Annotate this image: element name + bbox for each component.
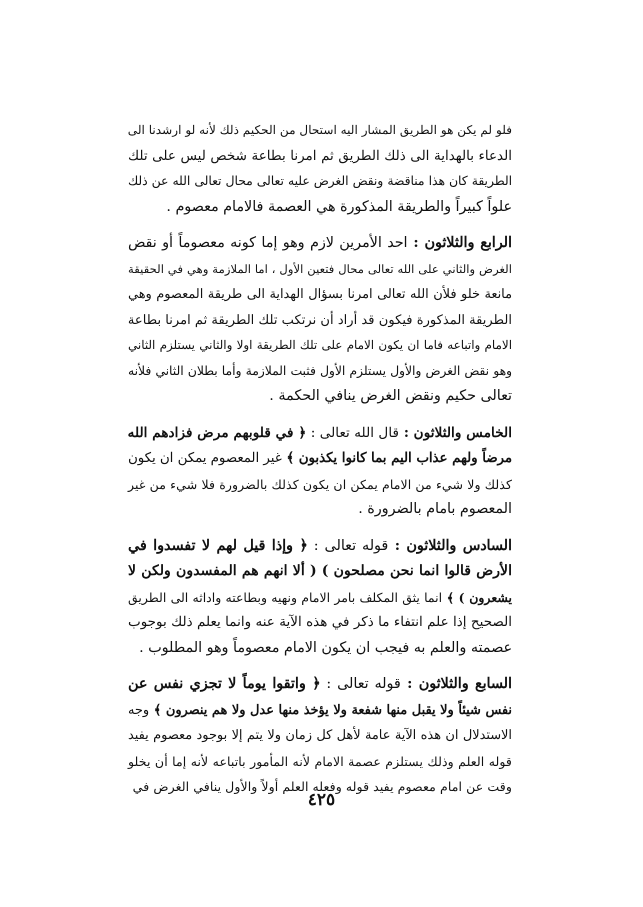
text-segment: تعالى حكيم ونقض الغرض ينافي الحكمة . <box>269 388 512 404</box>
bold-text-segment: ﴿ وإذا قيل لهم لا تفسدوا في <box>128 537 308 554</box>
bold-text-segment: يشعرون ) ﴾ <box>442 589 512 605</box>
text-segment: الامام واتباعه فاما ان يكون الامام على تلك الطريقة اولا والثاني يستلزم الثاني <box>128 338 512 352</box>
text-line <box>128 749 512 775</box>
page-number: ٤٢٥ <box>307 790 336 810</box>
bold-text-segment: نفس شيئاً ولا يقبل منها شفعة ولا يؤخذ منها عدل ولا هم ينصرون ﴾ <box>149 702 512 718</box>
text-segment: الغرض والثاني على الله تعالى محال فتعين الأول ، اما الملازمة وهي في الحقيقة <box>128 261 512 276</box>
text-line <box>128 118 512 144</box>
bold-text-segment: الأرض قالوا انما نحن مصلحون ) ( ألا انهم هم المفسدون ولكن لا <box>128 563 512 579</box>
page-text-block <box>128 118 512 811</box>
text-segment: عصمته والعلم به فيجب ان يكون الامام معصوماً وهو المطلوب . <box>139 639 512 656</box>
text-line <box>128 636 512 662</box>
text-segment: وجه <box>128 702 150 718</box>
text-segment: الطريقة المذكورة فيكون قد أراد أن نرتكب تلك الطريقة ثم امرنا بطاعة <box>127 312 512 328</box>
paragraph <box>128 231 512 410</box>
bold-text-segment: ﴿ في قلوبهم مرض فزادهم الله <box>127 424 307 441</box>
paragraph <box>128 534 512 662</box>
text-segment: قوله تعالى : <box>320 676 401 692</box>
text-line <box>128 446 512 472</box>
text-line <box>128 610 512 636</box>
text-segment: انما يثق المكلف بامر الامام ونهيه وبطاعته واداثه الى الطريق <box>128 589 443 605</box>
text-line <box>128 169 512 195</box>
text-line <box>128 534 512 560</box>
text-segment: قوله العلم وذلك يستلزم عصمة الامام لأنه المأمور باتباعه لأنه إما أن يخلو <box>128 753 512 769</box>
text-segment: الدعاء بالهداية الى ذلك الطريق ثم امرنا بطاعة شخص ليس على تلك <box>128 147 512 164</box>
text-segment: الصحيح إذا علم انتفاء ما ذكر في هذه الآية عنه وانما يعلم ذلك بوجوب <box>128 614 512 630</box>
text-segment: احد الأمرين لازم وهو إما كونه معصوماً أو نقض <box>128 235 408 251</box>
bold-text-segment: السادس والثلاثون : <box>388 537 512 554</box>
text-line <box>128 497 512 523</box>
text-segment: كذلك ولا شيء من الامام يمكن ان يكون كذلك بالضرورة فلا شيء من غير <box>128 476 512 492</box>
bold-text-segment: السابع والثلاثون : <box>400 676 512 692</box>
bold-text-segment: ﴿ واتقوا يوماً لا تجزي نفس عن <box>128 676 321 692</box>
text-line <box>128 195 512 221</box>
text-segment: مانعة خلو فلأن الله تعالى امرنا بسؤال الهداية الى طريقة المعصوم وهي <box>128 287 512 302</box>
text-line <box>128 672 512 698</box>
text-segment: وقت عن امام معصوم يفيد قوله وفعله العلم أولاً والأول ينافي الغرض في <box>132 779 512 794</box>
text-segment: قوله تعالى : <box>307 537 389 554</box>
text-line <box>128 421 512 447</box>
bold-text-segment: الخامس والثلاثون : <box>399 424 512 441</box>
text-segment: المعصوم بامام بالضرورة . <box>358 501 512 517</box>
text-line <box>128 144 512 170</box>
text-segment: الطريقة كان هذا مناقضة ونقض الغرض عليه تعالى محال تعالى الله عن ذلك <box>128 174 512 188</box>
text-line <box>128 359 512 385</box>
paragraph <box>128 672 512 800</box>
text-line <box>128 257 512 283</box>
text-segment: غير المعصوم يمكن ان يكون <box>128 451 282 466</box>
bold-text-segment: مرضاً ولهم عذاب اليم بما كانوا يكذبون ﴾ <box>281 451 512 466</box>
paragraph <box>128 421 512 523</box>
paragraph <box>128 118 512 220</box>
text-line <box>128 698 512 724</box>
text-line <box>128 723 512 749</box>
text-line <box>128 384 512 410</box>
text-line <box>128 308 512 334</box>
text-line <box>128 231 512 257</box>
bold-text-segment: الرابع والثلاثون : <box>407 235 512 251</box>
text-line <box>128 472 512 498</box>
text-segment: وهو نقض الغرض والأول يستلزم الأول فثبت الملازمة وأما بطلان الثاني فلأنه <box>128 363 512 378</box>
text-segment: الاستدلال ان هذه الآية عامة لأهل كل زمان ولا يتم إلا بوجود معصوم يفيد <box>128 728 512 743</box>
text-line <box>128 282 512 308</box>
text-segment: علواً كبيراً والطريقة المذكورة هي العصمة فالامام معصوم . <box>166 198 512 215</box>
text-line <box>128 559 512 585</box>
text-segment: قال الله تعالى : <box>306 424 400 441</box>
text-line <box>128 585 512 611</box>
text-segment: فلو لم يكن هو الطريق المشار اليه استحال من الحكيم ذلك لأنه لو ارشدنا الى <box>127 123 512 137</box>
text-line <box>128 333 512 359</box>
